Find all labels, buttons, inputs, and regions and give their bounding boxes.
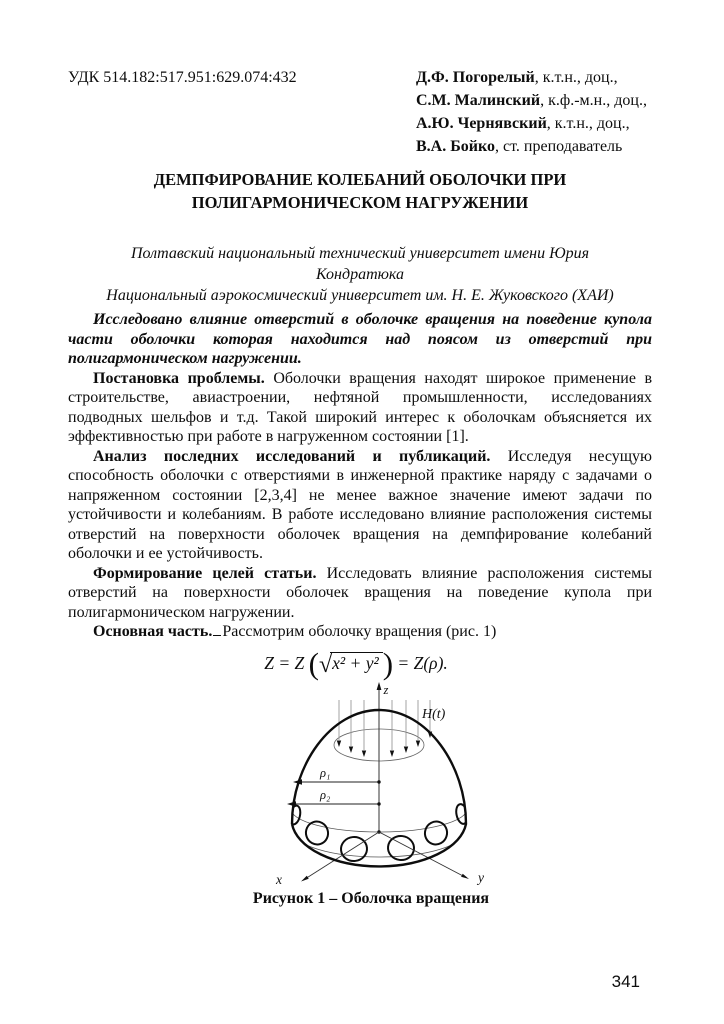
authors-block	[416, 66, 652, 158]
paragraph-problem-statement	[68, 369, 652, 447]
article-title-line: ДЕМПФИРОВАНИЕ КОЛЕБАНИЙ ОБОЛОЧКИ ПРИ	[153, 170, 567, 189]
underline-space	[213, 631, 221, 636]
affiliation-line: Национальный аэрокосмический университет им. Н. Е. Жуковского (ХАИ)	[106, 287, 614, 304]
figure-caption: Рисунок 1 – Оболочка вращения	[252, 889, 490, 907]
z-axis-arrow-icon	[376, 682, 381, 690]
paragraph-goals	[68, 564, 652, 623]
section-lead: Формирование целей статьи.	[93, 564, 317, 582]
author-degree: , к.ф.-м.н., доц.,	[540, 92, 647, 109]
section-lead: Анализ последних исследований и публикаций.	[93, 447, 491, 465]
author-name: А.Ю. Чернявский	[416, 115, 547, 132]
page-number: 341	[611, 972, 640, 991]
paragraph-text: Исследуя несущую способность оболочки с отверстиями в инженерной практике наряду с задачами о напряженном состоянии [2,3,4] не менее важное значение имеют задачи по устойчивости и колебаниям. В работе исследовано влияние расположения системы отверстий на поверхности оболочек вращения на демпфирование колебаний оболочки и ее устойчивость.	[68, 447, 652, 562]
udc-code: УДК 514.182:517.951:629.074:432	[68, 69, 297, 86]
figure-1	[68, 681, 652, 908]
z-axis-label: z	[383, 682, 388, 697]
shell-of-revolution-drawing	[264, 681, 499, 889]
load-label: H(t)	[421, 706, 445, 722]
section-lead: Постановка проблемы.	[93, 369, 265, 387]
article-body	[68, 310, 652, 642]
paragraph-text: Рассмотрим оболочку вращения (рис. 1)	[222, 623, 497, 640]
author-line	[416, 66, 652, 89]
rho2-dimension	[287, 801, 381, 806]
author-name: В.А. Бойко	[416, 138, 496, 155]
author-name: С.М. Малинский	[416, 92, 541, 109]
page-content	[68, 0, 652, 908]
formula-rhs: = Z(ρ).	[397, 652, 448, 673]
paragraph-text: Исследовать влияние расположения системы отверстий на поверхности оболочек вращения на поведение купола при полигармоническом нагружении.	[68, 564, 652, 621]
open-paren: (	[308, 645, 319, 681]
paragraph-text: Оболочки вращения находят широкое применение в строительстве, авиастроении, нефтяной промышленности, исследованиях подводных шельфов и т.д. Такой широкий интерес к оболочкам объясняется их эффективностью при работе в нагруженном состоянии [1].	[68, 369, 653, 445]
affiliations-block	[68, 243, 652, 306]
hole	[339, 835, 367, 862]
author-degree: , ст. преподаватель	[495, 138, 623, 155]
hole	[302, 818, 330, 847]
radical-sign: √	[318, 651, 333, 678]
hole	[454, 803, 469, 825]
author-degree: , к.т.н., доц.,	[534, 69, 618, 86]
y-axis-label: y	[477, 869, 484, 885]
equation-shell-of-revolution	[64, 645, 648, 681]
hole	[288, 804, 302, 825]
rho2-label: ρ₂	[319, 787, 330, 802]
author-degree: , к.т.н., доц.,	[546, 115, 630, 132]
hole	[421, 818, 449, 847]
x-axis-label: x	[275, 871, 282, 887]
author-name: Д.Ф. Погорелый	[416, 69, 535, 86]
abstract-paragraph: Исследовано влияние отверстий в оболочке вращения на поведение купола части оболочки которая находится над поясом из отверстий при полигармоническом нагружении.	[68, 311, 652, 367]
author-line	[416, 89, 652, 112]
article-title-line: ПОЛИГАРМОНИЧЕСКОМ НАГРУЖЕНИИ	[191, 193, 529, 212]
rho1-label: ρ₁	[319, 765, 330, 780]
author-line	[416, 135, 652, 158]
header-row	[68, 0, 652, 158]
formula-lhs: Z = Z	[264, 652, 305, 673]
author-line	[416, 112, 652, 135]
x-axis-arrow-icon	[301, 875, 309, 881]
section-lead: Основная часть.	[93, 623, 213, 640]
affiliation-line: Полтавский национальный технический университет имени Юрия	[130, 245, 590, 262]
article-title	[68, 168, 652, 214]
paragraph-main-part	[68, 622, 652, 642]
affiliation-line: Кондратюка	[316, 266, 404, 283]
y-axis-arrow-icon	[461, 873, 469, 878]
rho1-dimension	[293, 779, 381, 784]
formula-radicand: x² + y²	[330, 652, 383, 673]
z-axis	[376, 682, 381, 832]
close-paren: )	[382, 645, 394, 681]
paragraph-analysis	[68, 447, 652, 564]
